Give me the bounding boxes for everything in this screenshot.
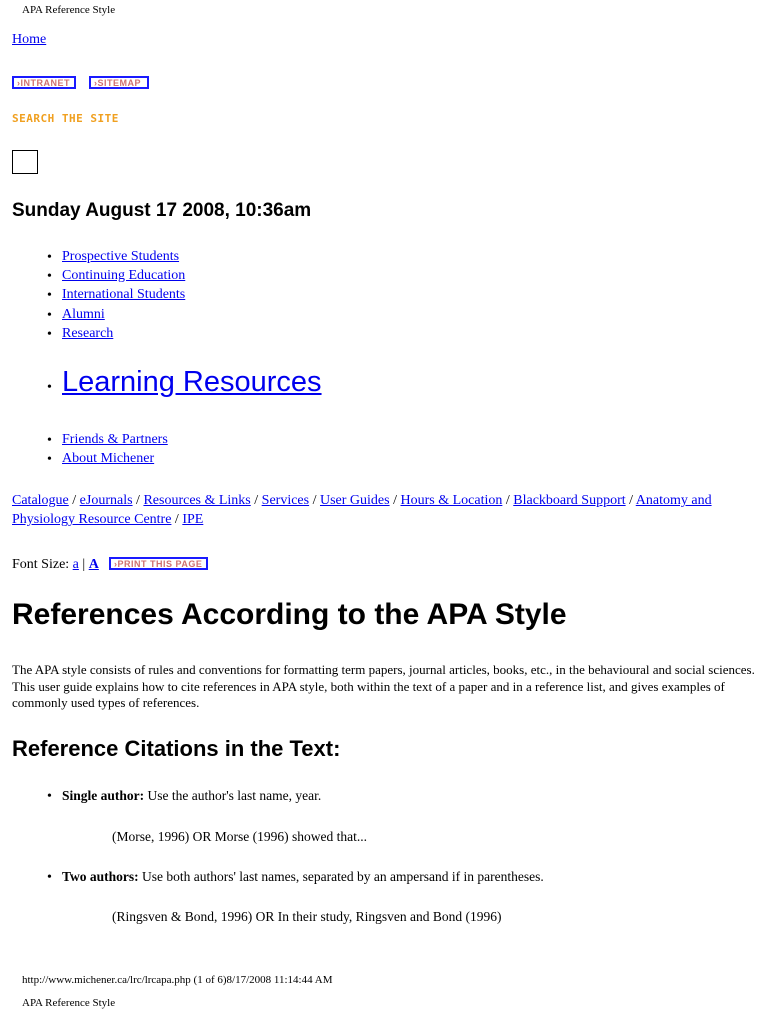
sitemap-button[interactable] [89, 76, 149, 89]
list-item [62, 788, 321, 804]
print-page-button[interactable] [109, 557, 208, 570]
nav-blackboard-support[interactable]: Blackboard Support [513, 493, 626, 508]
date-line: Sunday August 17 2008, 10:36am [12, 200, 312, 221]
menu-link-research[interactable]: Research [62, 325, 114, 341]
menu-link-friends-partners[interactable]: Friends & Partners [62, 432, 168, 447]
menu-item [47, 324, 185, 343]
section-nav [12, 491, 732, 529]
menu-item [47, 449, 168, 468]
item-text: Use the author's last name, year. [147, 788, 322, 803]
nav-catalogue[interactable]: Catalogue [12, 493, 69, 508]
chevron-right-icon: › [17, 78, 21, 88]
section-heading: Reference Citations in the Text: [12, 736, 341, 761]
nav-separator: / [502, 493, 514, 508]
citation-example: (Ringsven & Bond, 1996) OR In their study, Ringsven and Bond (1996) [112, 909, 502, 924]
feature-bullet: • [47, 380, 52, 395]
nav-separator: / [250, 493, 262, 508]
nav-separator: / [309, 493, 320, 508]
nav-resources-links[interactable]: Resources & Links [143, 493, 251, 508]
nav-separator: / [132, 493, 144, 508]
font-size-large-link[interactable]: A [88, 557, 99, 572]
list-bullet: • [47, 789, 52, 804]
list-item [62, 869, 544, 885]
footer-url: http://www.michener.ca/lrc/lrcapa.php (1 of 6)8/17/2008 11:14:44 AM [22, 974, 333, 986]
font-size-label: Font Size: [12, 557, 70, 572]
nav-separator: / [171, 512, 183, 527]
nav-separator: / [389, 493, 401, 508]
menu-link-continuing-education[interactable]: Continuing Education [62, 268, 186, 284]
citation-example: (Morse, 1996) OR Morse (1996) showed that... [112, 829, 367, 844]
intranet-label: INTRANET [20, 78, 70, 88]
menu-link-about-michener[interactable]: About Michener [62, 451, 155, 467]
chevron-right-icon: › [94, 78, 98, 88]
nav-separator: / [625, 493, 636, 508]
page-title: References According to the APA Style [12, 598, 567, 631]
font-size-small-link[interactable]: a [72, 557, 79, 572]
home-link[interactable]: Home [12, 32, 47, 47]
print-label: PRINT THIS PAGE [117, 559, 203, 569]
sitemap-label: SITEMAP [97, 78, 142, 88]
menu-item [47, 305, 185, 324]
nav-user-guides[interactable]: User Guides [319, 493, 390, 508]
nav-services[interactable]: Services [261, 493, 310, 508]
menu-item [47, 247, 185, 266]
menu-link-alumni[interactable]: Alumni [62, 306, 105, 322]
menu-link-prospective-students[interactable]: Prospective Students [62, 249, 180, 264]
item-text: Use both authors' last names, separated by an ampersand if in parentheses. [142, 869, 544, 884]
nav-ejournals[interactable]: eJournals [79, 493, 133, 508]
list-bullet: • [47, 870, 52, 885]
nav-hours-location[interactable]: Hours & Location [400, 493, 503, 508]
item-label: Two authors: [62, 869, 139, 884]
secondary-menu [47, 430, 168, 468]
learning-resources-link[interactable]: Learning Resources [62, 366, 322, 398]
menu-item [47, 430, 168, 449]
next-page-header: APA Reference Style [22, 997, 116, 1009]
nav-ipe[interactable]: IPE [182, 512, 204, 527]
audience-menu [47, 247, 185, 343]
nav-anatomy-physiology[interactable]: Anatomy and Physiology Resource Centre [12, 493, 712, 527]
intranet-button[interactable] [12, 76, 76, 89]
nav-separator: / [68, 493, 80, 508]
search-input[interactable] [12, 150, 38, 174]
font-size-control [12, 557, 99, 573]
chevron-right-icon: › [114, 559, 118, 569]
font-size-divider: | [82, 557, 86, 572]
menu-link-international-students[interactable]: International Students [62, 287, 186, 303]
item-label: Single author: [62, 788, 145, 803]
menu-item [47, 266, 185, 285]
search-site-heading: SEARCH THE SITE [12, 112, 119, 125]
intro-paragraph: The APA style consists of rules and conventions for formatting term papers, journal articles, books, etc., in the behavioural and social sciences. This user guide explains how to cite references in APA style, both within the text of a paper and in a reference list, and gives examples of commonly used types of references. [12, 662, 755, 710]
page-header-title: APA Reference Style [22, 4, 116, 16]
menu-item [47, 285, 185, 304]
